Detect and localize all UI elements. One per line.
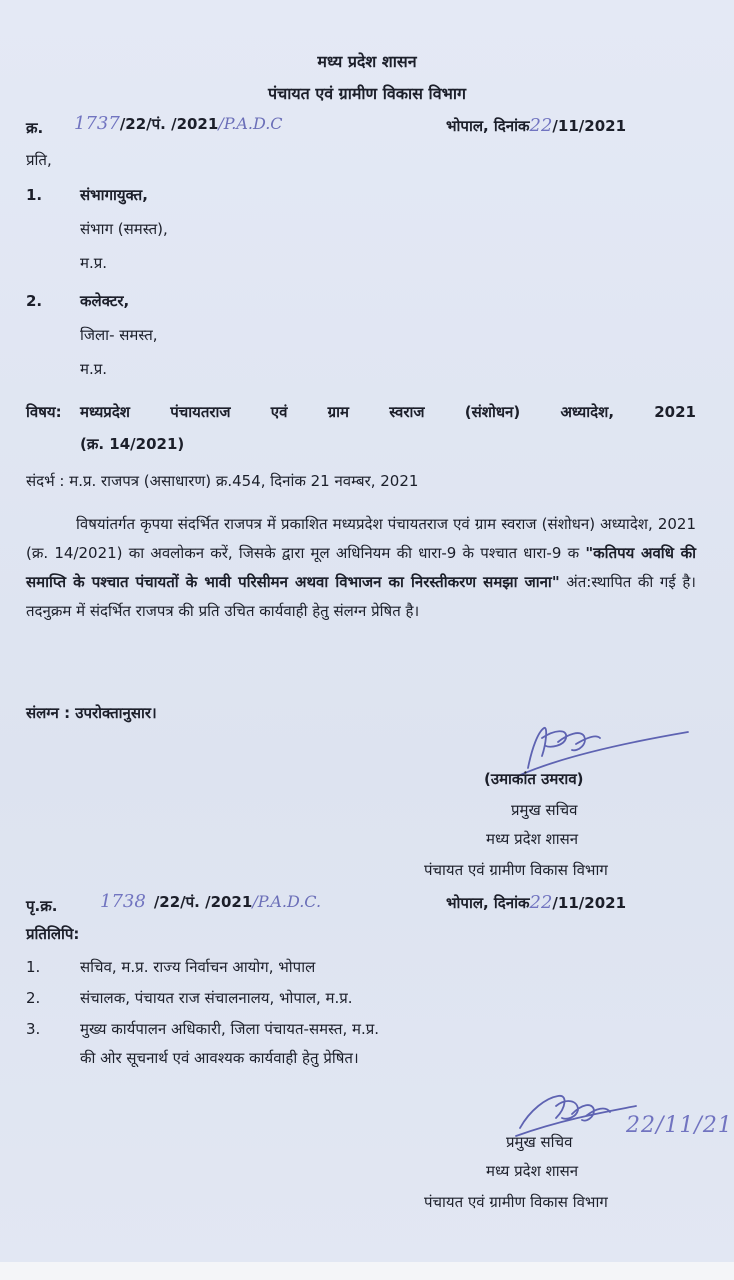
ref-middle: /22/पं. /2021 xyxy=(119,115,219,133)
ref2-label: पृ.क्र. xyxy=(26,897,58,915)
body-bold-text: "कतिपय अवधि की समाप्ति के पश्चात पंचायतों के भावी परिसीमन अथवा विभाजन का निरस्तीकरण समझा जाना" xyxy=(26,544,696,591)
body-paragraph xyxy=(26,510,696,626)
ref-date xyxy=(446,116,626,136)
ref2-date xyxy=(446,893,626,913)
body-text: विषयांतर्गत कृपया संदर्भित राजपत्र में प्रकाशित मध्यप्रदेश पंचायतराज एवं ग्राम स्वराज (संशोधन) अध्यादेश, 2021 (क्र. 14/2021) का अवलोकन करें, जिसके द्वारा मूल अधिनियम की धारा-9 के पश्चात धारा-9 क xyxy=(26,515,696,562)
handwritten-signature-date: 22/11/21 xyxy=(626,1113,733,1138)
recipient-line: म.प्र. xyxy=(80,254,108,272)
handwritten-day: 22 xyxy=(529,115,553,136)
recipient-line: जिला- समस्त, xyxy=(80,326,158,344)
date-suffix: /11/2021 xyxy=(552,117,627,135)
recipient-title: संभागायुक्त, xyxy=(80,186,148,204)
ref2-number-line xyxy=(100,892,321,912)
recipient-title: कलेक्टर, xyxy=(80,292,130,310)
header-govt: मध्य प्रदेश शासन xyxy=(317,52,417,71)
to-label: प्रति, xyxy=(26,151,52,169)
ref-number-line xyxy=(74,114,283,134)
subject-number: (क्र. 14/2021) xyxy=(80,435,185,453)
handwritten-ref2-suffix: /P.A.D.C. xyxy=(252,892,322,911)
signatory2-dept: पंचायत एवं ग्रामीण विकास विभाग xyxy=(424,1193,608,1211)
header-dept: पंचायत एवं ग्रामीण विकास विभाग xyxy=(268,84,466,103)
reference-line: संदर्भ : म.प्र. राजपत्र (असाधारण) क्र.454, दिनांक 21 नवम्बर, 2021 xyxy=(26,472,419,490)
recipient-line: संभाग (समस्त), xyxy=(80,220,168,238)
page-bottom-edge xyxy=(0,1262,734,1280)
signatory2-designation: प्रमुख सचिव xyxy=(506,1133,573,1151)
ref-label: क्र. xyxy=(26,119,44,137)
ref2-middle: /22/पं. /2021 xyxy=(153,893,253,911)
recipient-line: म.प्र. xyxy=(80,360,108,378)
copy-number: 2. xyxy=(26,989,41,1007)
date-suffix: /11/2021 xyxy=(552,894,627,912)
copy-number: 3. xyxy=(26,1020,41,1038)
handwritten-ref-suffix: /P.A.D.C xyxy=(218,114,283,133)
signatory-dept: पंचायत एवं ग्रामीण विकास विभाग xyxy=(424,861,608,879)
subject-line: मध्यप्रदेश पंचायतराज एवं ग्राम स्वराज (संशोधन) अध्यादेश, 2021 xyxy=(80,403,696,421)
recipient-number: 2. xyxy=(26,292,43,310)
enclosure-line: संलग्न : उपरोक्तानुसार। xyxy=(26,704,157,722)
signatory2-govt: मध्य प्रदेश शासन xyxy=(486,1162,579,1180)
place-date-prefix: भोपाल, दिनांक xyxy=(446,894,530,912)
signatory-govt: मध्य प्रदेश शासन xyxy=(486,830,579,848)
body-text-end: अंत:स्थापित की गई है। तदनुक्रम में संदर्भित राजपत्र की प्रति उचित कार्यवाही हेतु संलग्न प्रेषित है। xyxy=(26,573,696,620)
copy-item: मुख्य कार्यपालन अधिकारी, जिला पंचायत-समस्त, म.प्र. xyxy=(80,1020,380,1038)
recipient-number: 1. xyxy=(26,186,43,204)
copy-label: प्रतिलिपि: xyxy=(26,925,80,943)
signatory-designation: प्रमुख सचिव xyxy=(511,801,578,819)
signatory-name: (उमाकांत उमराव) xyxy=(484,770,584,788)
copy-number: 1. xyxy=(26,958,41,976)
handwritten-day: 22 xyxy=(529,892,553,913)
handwritten-ref2-number: 1738 xyxy=(100,891,146,912)
copy-item: सचिव, म.प्र. राज्य निर्वाचन आयोग, भोपाल xyxy=(80,958,316,976)
copy-item: संचालक, पंचायत राज संचालनालय, भोपाल, म.प्र. xyxy=(80,989,353,1007)
handwritten-ref-number: 1737 xyxy=(74,113,120,134)
place-date-prefix: भोपाल, दिनांक xyxy=(446,117,530,135)
subject-label: विषय: xyxy=(26,403,62,421)
copy-closing: की ओर सूचनार्थ एवं आवश्यक कार्यवाही हेतु प्रेषित। xyxy=(80,1049,359,1067)
